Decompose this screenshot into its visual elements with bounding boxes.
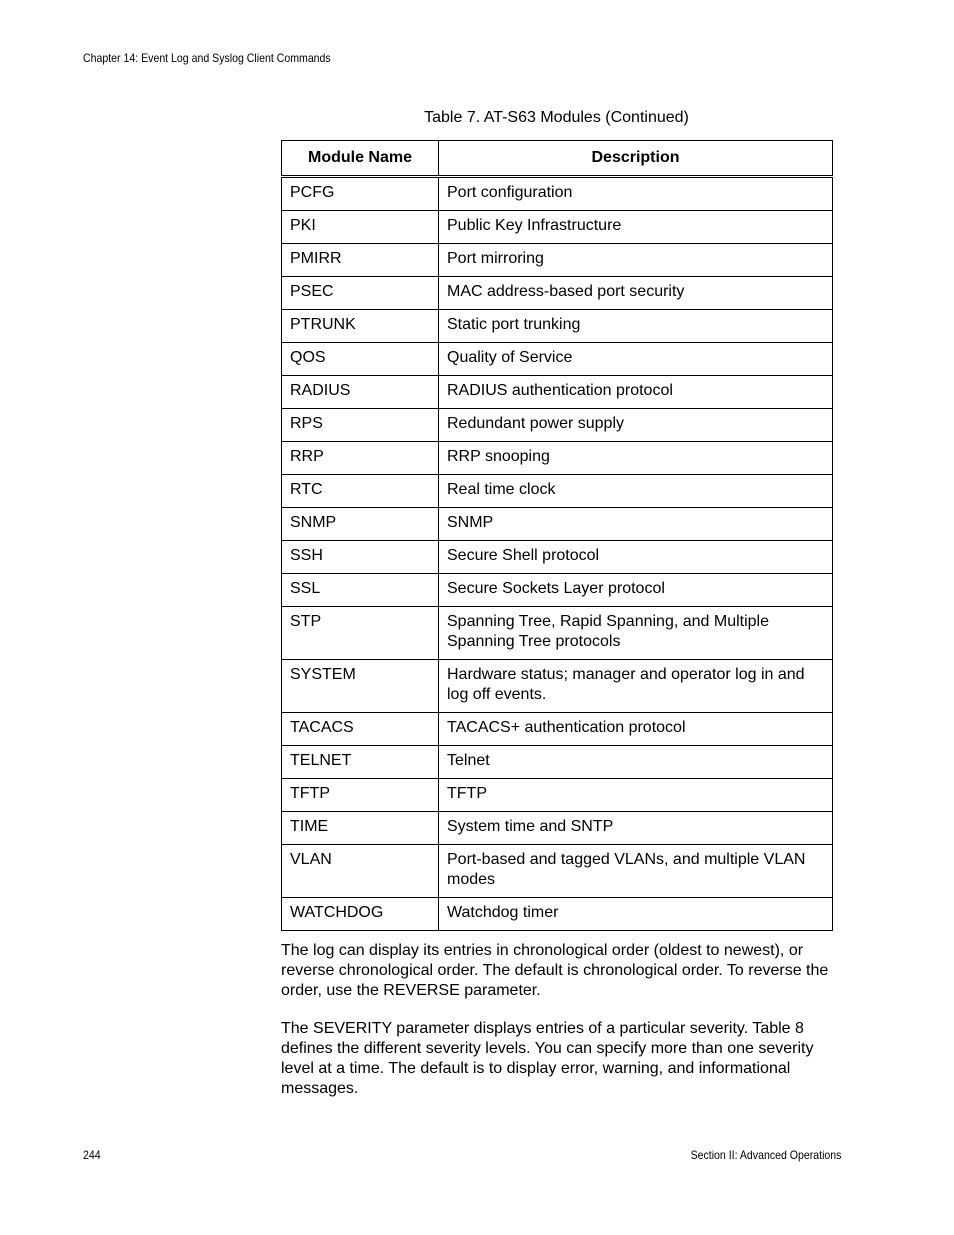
table-row [282, 177, 833, 211]
footer-section-title: Section II: Advanced Operations [690, 1148, 841, 1162]
module-description-cell: Secure Sockets Layer protocol [439, 574, 833, 607]
module-description-cell: Hardware status; manager and operator log in and log off events. [439, 660, 833, 713]
table-row [282, 713, 833, 746]
module-description-cell: Watchdog timer [439, 898, 833, 931]
table-row [282, 574, 833, 607]
module-name-cell: TELNET [282, 746, 439, 779]
module-description-cell: Telnet [439, 746, 833, 779]
module-name-cell: SNMP [282, 508, 439, 541]
module-description-cell: Spanning Tree, Rapid Spanning, and Multiple Spanning Tree protocols [439, 607, 833, 660]
table-row [282, 541, 833, 574]
module-name-cell: PKI [282, 211, 439, 244]
module-name-cell: RRP [282, 442, 439, 475]
module-name-cell: PCFG [282, 177, 439, 211]
column-header-module-name: Module Name [282, 141, 439, 177]
module-description-cell: RADIUS authentication protocol [439, 376, 833, 409]
module-description-cell: Secure Shell protocol [439, 541, 833, 574]
table-row [282, 376, 833, 409]
module-description-cell: Port configuration [439, 177, 833, 211]
table-row [282, 898, 833, 931]
module-name-cell: STP [282, 607, 439, 660]
module-name-cell: TACACS [282, 713, 439, 746]
table-header-row [282, 141, 833, 177]
module-name-cell: WATCHDOG [282, 898, 439, 931]
module-description-cell: MAC address-based port security [439, 277, 833, 310]
module-description-cell: Redundant power supply [439, 409, 833, 442]
module-description-cell: Static port trunking [439, 310, 833, 343]
table-row [282, 845, 833, 898]
module-name-cell: SSL [282, 574, 439, 607]
module-name-cell: SSH [282, 541, 439, 574]
table-row [282, 277, 833, 310]
running-head: Chapter 14: Event Log and Syslog Client Commands [83, 51, 331, 65]
module-description-cell: SNMP [439, 508, 833, 541]
table-row [282, 779, 833, 812]
module-description-cell: System time and SNTP [439, 812, 833, 845]
column-header-description: Description [439, 141, 833, 177]
table-caption: Table 7. AT-S63 Modules (Continued) [424, 109, 689, 126]
table-body [282, 177, 833, 931]
module-name-cell: TFTP [282, 779, 439, 812]
module-name-cell: SYSTEM [282, 660, 439, 713]
module-description-cell: RRP snooping [439, 442, 833, 475]
table-row [282, 475, 833, 508]
module-description-cell: TFTP [439, 779, 833, 812]
paragraph-severity: The SEVERITY parameter displays entries of a particular severity. Table 8 defines the different severity levels. You can specify more than one severity level at a time. The default is to display error, warning, and informational messages. [281, 1020, 814, 1097]
module-description-cell: Real time clock [439, 475, 833, 508]
module-name-cell: RADIUS [282, 376, 439, 409]
table-row [282, 211, 833, 244]
module-name-cell: PSEC [282, 277, 439, 310]
module-name-cell: PMIRR [282, 244, 439, 277]
table-row [282, 660, 833, 713]
table-row [282, 442, 833, 475]
table-row [282, 409, 833, 442]
table-row [282, 508, 833, 541]
module-name-cell: QOS [282, 343, 439, 376]
module-name-cell: PTRUNK [282, 310, 439, 343]
paragraph-display-order: The log can display its entries in chronological order (oldest to newest), or reverse chronological order. The default is chronological order. To reverse the order, use the REVERSE parameter. [281, 942, 829, 999]
module-name-cell: TIME [282, 812, 439, 845]
module-name-cell: VLAN [282, 845, 439, 898]
page-number: 244 [83, 1148, 101, 1162]
module-description-cell: Public Key Infrastructure [439, 211, 833, 244]
table-row [282, 607, 833, 660]
module-name-cell: RPS [282, 409, 439, 442]
table-row [282, 746, 833, 779]
module-description-cell: TACACS+ authentication protocol [439, 713, 833, 746]
module-description-cell: Port mirroring [439, 244, 833, 277]
module-description-cell: Quality of Service [439, 343, 833, 376]
table-row [282, 812, 833, 845]
module-description-cell: Port-based and tagged VLANs, and multiple VLAN modes [439, 845, 833, 898]
table-row [282, 343, 833, 376]
table-row [282, 244, 833, 277]
module-name-cell: RTC [282, 475, 439, 508]
modules-table [281, 140, 833, 931]
table-row [282, 310, 833, 343]
